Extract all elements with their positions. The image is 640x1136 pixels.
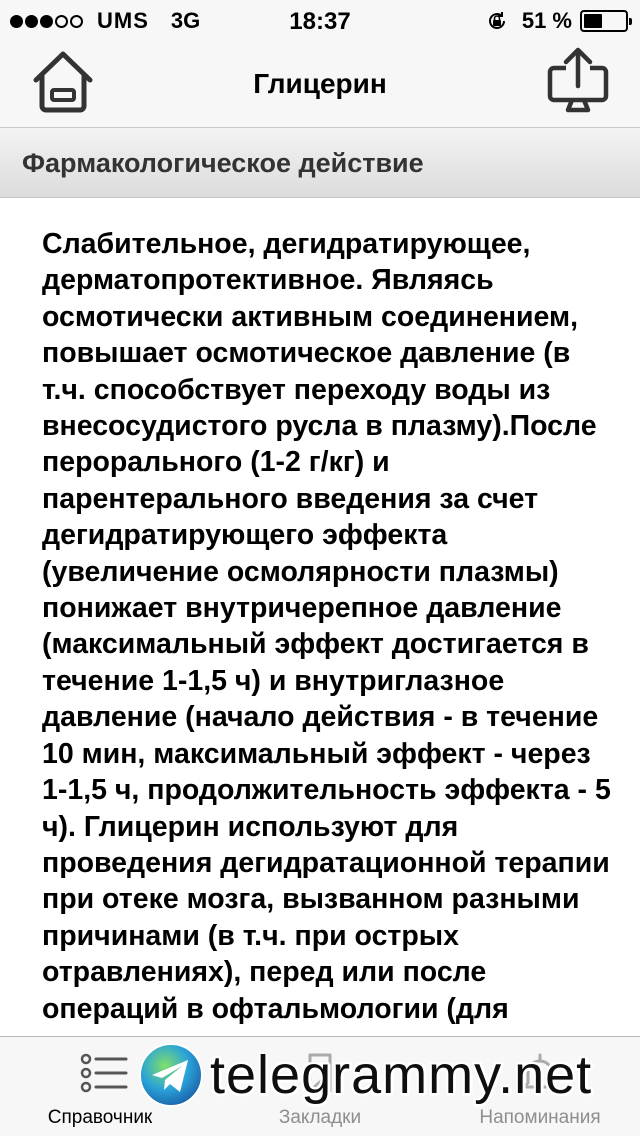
rotation-lock-icon — [486, 10, 508, 32]
network-type: 3G — [170, 8, 201, 33]
telegram-logo-icon — [138, 1042, 204, 1108]
battery-level — [584, 14, 602, 28]
status-right — [486, 8, 628, 34]
section-title: Фармакологическое действие — [22, 148, 424, 178]
tab-label: Напоминания — [479, 1107, 601, 1128]
section-header — [0, 128, 640, 198]
carrier-name: UMS — [97, 8, 149, 33]
page-title: Глицерин — [253, 68, 387, 99]
watermark — [138, 1040, 592, 1110]
tab-label: Справочник — [47, 1107, 153, 1128]
share-icon[interactable] — [546, 46, 610, 114]
article-text: Слабительное, дегидратирующее, дерматопротективное. Являясь осмотически активным соединением, повышает осмотическое давление (в т.ч. способствует переходу воды из внесосудистого русла в плазму).После перорального (1-2 г/кг) и парентерального введения за счет дегидратирующего эффекта (увеличение осмолярности плазмы) понижает внутричерепное давление (максимальный эффект достигается в течение 1-1,5 ч) и внутриглазное давление (начало действия - в течение 10 мин, максимальный эффект - через 1-1,5 ч, продолжительность эффекта - 5 ч). Глицерин используют для проведения дегидратационной терапии при отеке мозга, вызванном разными причинами (в т.ч. при острых отравлениях), перед или после операций в офтальмологии (для — [42, 228, 611, 1025]
tab-label: Закладки — [278, 1107, 362, 1128]
article-content[interactable] — [0, 198, 640, 1036]
status-time: 18:37 — [289, 8, 351, 35]
battery-percent: 51 % — [521, 8, 572, 33]
battery-icon — [580, 10, 628, 32]
status-bar — [0, 0, 640, 40]
list-icon — [80, 1051, 128, 1095]
navigation-bar — [0, 40, 640, 128]
watermark-text: telegrammy.net — [210, 1045, 593, 1105]
